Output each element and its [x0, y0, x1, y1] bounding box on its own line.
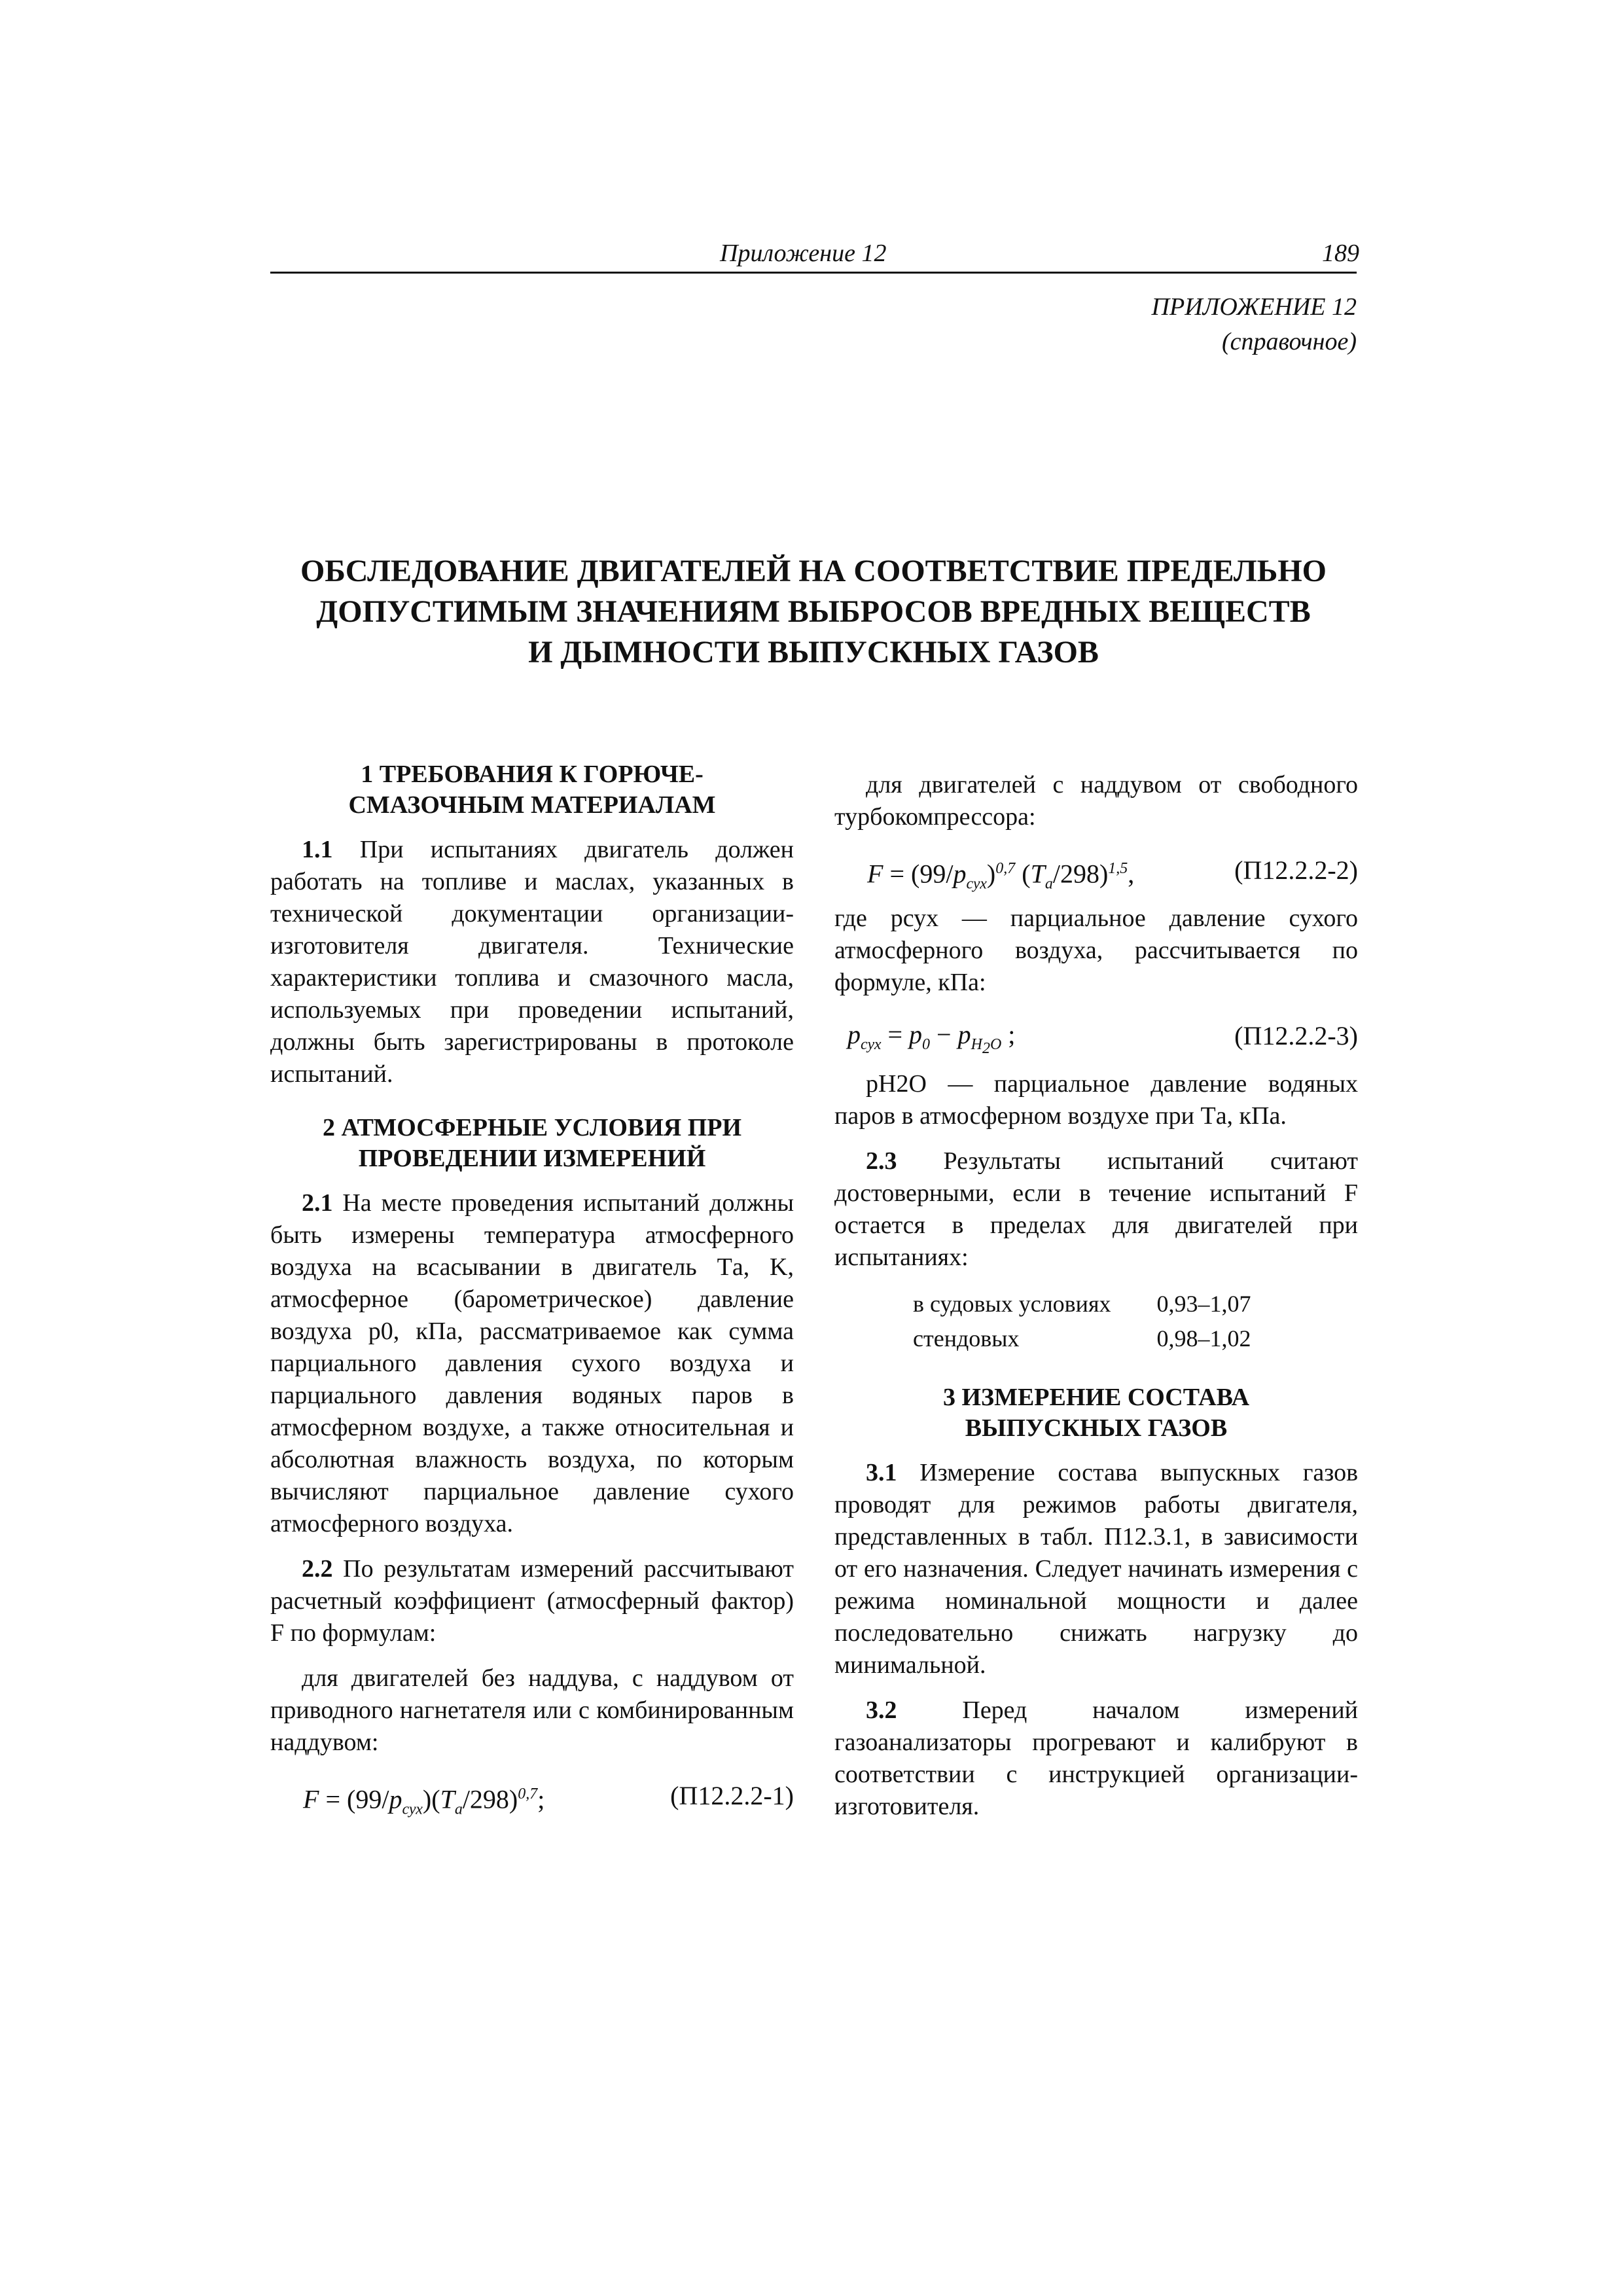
section-2-heading: 2 АТМОСФЕРНЫЕ УСЛОВИЯ ПРИ ПРОВЕДЕНИИ ИЗМЕРЕНИЙ: [322, 1114, 742, 1172]
title-line: ДОПУСТИМЫМ ЗНАЧЕНИЯМ ВЫБРОСОВ ВРЕДНЫХ ВЕЩЕСТВ: [316, 594, 1311, 629]
condition-value: 0,98–1,02: [1156, 1325, 1251, 1352]
left-column: [270, 759, 794, 1828]
condition-label: в судовых условиях: [913, 1291, 1111, 1317]
formula-expression: $F = (99/p_{сух})(T_а/298)^{0,7}$;: [303, 1784, 545, 1818]
formula-p12-2-2-2: [834, 846, 1358, 892]
table-row: [913, 1287, 1251, 1321]
running-title: Приложение 12: [720, 240, 887, 267]
equation-number: (П12.2.2-3): [1234, 1021, 1358, 1050]
equation-number: (П12.2.2-2): [1234, 855, 1358, 885]
document-title: [270, 551, 1357, 673]
right-column: [834, 769, 1358, 1836]
paragraph-2-2: 2.2 По результатам измерений рассчитывают расчетный коэффициент (атмосферный фактор) F по формулам:: [270, 1555, 794, 1647]
formula-expression: $F = (99/p_{сух})^{0,7}$ $(T_а/298)^{1,5}$,: [867, 859, 1135, 893]
section-1-heading: 1 ТРЕБОВАНИЯ К ГОРЮЧЕ- СМАЗОЧНЫМ МАТЕРИАЛАМ: [348, 761, 716, 819]
paragraph-3-2: 3.2 Перед началом измерений газоанализаторы прогревают и калибруют в соответствии с инструкцией организации-изготовителя.: [834, 1696, 1358, 1820]
paragraph-3-1: 3.1 Измерение состава выпускных газов проводят для режимов работы двигателя, представленных в табл. П12.3.1, в зависимости от его назначения. Следует начинать измерения с режима номинальной мощности и далее последовательно снижать нагрузку до минимальной.: [834, 1459, 1359, 1679]
paragraph-where: где pсух — парциальное давление сухого атмосферного воздуха, рассчитывается по формуле, кПа:: [834, 905, 1358, 996]
condition-value: 0,93–1,07: [1156, 1291, 1251, 1317]
paragraph-2-1: 2.1 На месте проведения испытаний должны быть измерены температура атмосферного воздуха на всасывании в двигатель Tа, K, атмосферное (барометрическое) давление воздуха p0, кПа, рассматриваемое как сумма парциального давления сухого воздуха и парциального давления водяных паров в атмосферном воздухе, а также относительная и абсолютная влажность воздуха, по которым вычисляют парциальное давление сухого атмосферного воздуха.: [270, 1189, 794, 1537]
appendix-type: (справочное): [1221, 328, 1357, 355]
page-number: 189: [1322, 240, 1359, 267]
formula-p12-2-2-3: [834, 1012, 1358, 1058]
condition-label: стендовых: [913, 1325, 1020, 1352]
title-line: И ДЫМНОСТИ ВЫПУСКНЫХ ГАЗОВ: [528, 635, 1099, 670]
title-line: ОБСЛЕДОВАНИЕ ДВИГАТЕЛЕЙ НА СООТВЕТСТВИЕ ПРЕДЕЛЬНО: [300, 554, 1327, 588]
paragraph-2-3: 2.3 Результаты испытаний считают достоверными, если в течение испытаний F остается в пределах для двигателей при испытаниях:: [834, 1147, 1358, 1271]
paragraph-ph2o: pH2O — парциальное давление водяных паров в атмосферном воздухе при Tа, кПа.: [834, 1070, 1358, 1130]
paragraph-formula-intro-2: для двигателей с наддувом от свободного турбокомпрессора:: [834, 771, 1358, 831]
appendix-label: ПРИЛОЖЕНИЕ 12: [1151, 293, 1357, 321]
header-rule: [270, 272, 1357, 274]
table-row: [913, 1321, 1251, 1356]
conditions-table: [913, 1287, 1251, 1356]
formula-p12-2-2-1: [270, 1772, 794, 1818]
paragraph-1-1: 1.1 При испытаниях двигатель должен работать на топливе и маслах, указанных в технической документации организации-изготовителя двигателя. Технические характеристики топлива и смазочного масла, используемых при проведении испытаний, должны быть зарегистрированы в протоколе испытаний.: [270, 836, 794, 1088]
section-3-heading: 3 ИЗМЕРЕНИЕ СОСТАВА ВЫПУСКНЫХ ГАЗОВ: [942, 1384, 1250, 1442]
equation-number: (П12.2.2-1): [670, 1781, 794, 1810]
formula-expression: $p_{сух} = p_0 - p_{H_2O}$ ;: [847, 1020, 1016, 1057]
paragraph-formula-intro-1: для двигателей без наддува, с наддувом от приводного нагнетателя или с комбинированным наддувом:: [270, 1664, 794, 1756]
